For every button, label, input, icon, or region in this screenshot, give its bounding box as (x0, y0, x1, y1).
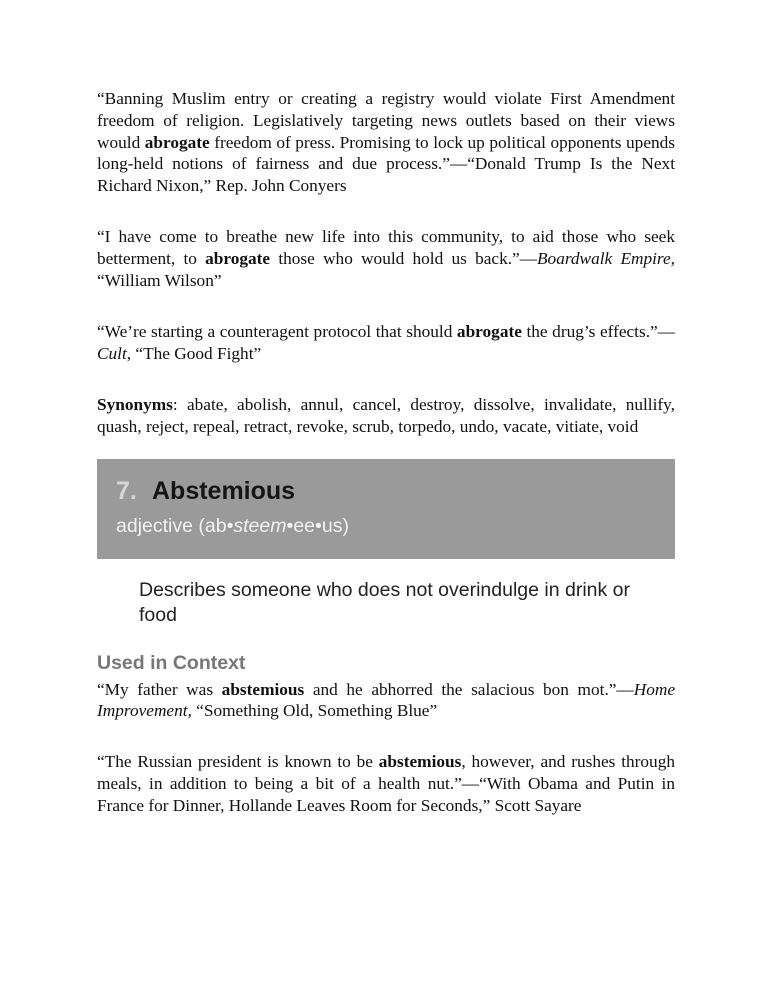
quote-paragraph (97, 88, 675, 197)
entry-number: 7. (116, 476, 137, 505)
entry-word: Abstemious (152, 476, 296, 505)
highlighted-word: abstemious (378, 752, 462, 772)
quote-text: “I have come to breathe new life into this community, to aid those who seek betterment, to (97, 226, 675, 268)
part-of-speech-pronunciation (116, 515, 349, 538)
quote-paragraph (97, 321, 675, 365)
quote-paragraph (97, 679, 675, 723)
highlighted-word: abstemious (221, 679, 305, 699)
pos-text: •ee•us) (286, 514, 349, 537)
quote-paragraph (97, 751, 675, 816)
highlighted-word: abrogate (456, 322, 522, 342)
quote-text: , “The Good Fight” (126, 344, 262, 364)
quote-source-title: Boardwalk Empire, (537, 248, 675, 268)
quote-text: , however, and rushes through meals, in addition to being a bit of a health nut.”—“With Obama and Putin in France for Dinner, Hollande Leaves Room for Seconds,” Scott Sayare (97, 752, 675, 815)
entry-header-box (97, 459, 675, 559)
quote-text: and he abhorred the salacious bon mot.”— (304, 679, 634, 699)
quote-text: those who would hold us back.”— (270, 248, 537, 268)
quote-text: the drug’s effects.”— (521, 322, 675, 342)
quote-text: “The Russian president is known to be (97, 752, 379, 772)
stressed-syllable: steem (233, 514, 287, 537)
quote-text: “My father was (97, 679, 222, 699)
quote-text: “William Wilson” (97, 270, 222, 290)
quote-text: “Banning Muslim entry or creating a registry would violate First Amendment freedom of religion. Legislatively targeting news outlets based on their views would (97, 89, 675, 152)
quote-text: “Something Old, Something Blue” (191, 701, 438, 721)
quote-paragraph (97, 226, 675, 291)
highlighted-word: abrogate (205, 248, 271, 268)
quote-text: freedom of press. Promising to lock up political opponents upends long-held notions of fairness and due process.”—“Donald Trump Is the Next Richard Nixon,” Rep. John Conyers (97, 132, 676, 196)
synonyms-list: : abate, abolish, annul, cancel, destroy, dissolve, invalidate, nullify, quash, reject, repeal, retract, revoke, scrub, torpedo, undo, vacate, vitiate, void (97, 394, 675, 436)
highlighted-word: abrogate (144, 132, 210, 152)
synonyms-paragraph (97, 394, 675, 438)
quote-source-title: Cult (97, 344, 127, 364)
quote-text: “We’re starting a counteragent protocol that should (97, 322, 457, 342)
book-page (97, 88, 675, 817)
synonyms-label: Synonyms (97, 394, 173, 414)
quote-source-title: Home Improvement, (97, 679, 675, 721)
pos-text: adjective (ab• (116, 514, 234, 537)
definition: Describes someone who does not overindulge in drink or food (139, 578, 631, 626)
used-in-context-heading: Used in Context (97, 651, 246, 674)
